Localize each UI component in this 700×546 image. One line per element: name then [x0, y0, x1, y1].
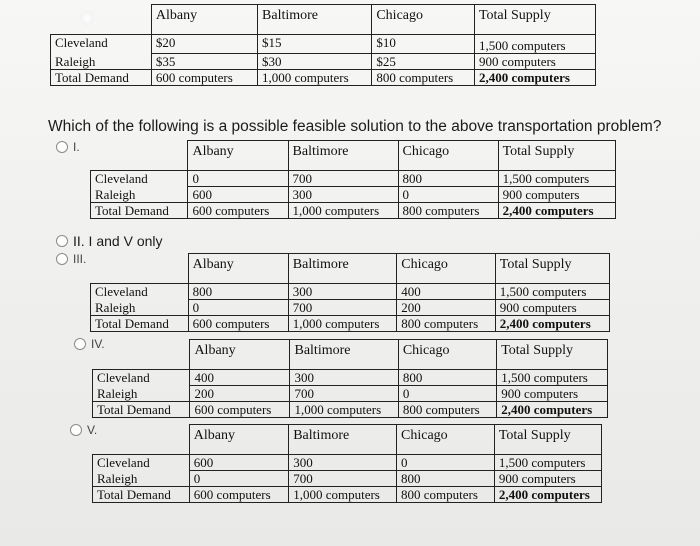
cell: 800 [188, 284, 288, 300]
cell: 900 computers [498, 187, 615, 203]
cell: 2,400 computers [474, 70, 595, 86]
cell: 800 computers [372, 70, 475, 86]
col-total-supply: Total Supply [497, 340, 608, 370]
table-row [93, 455, 602, 471]
cell: $15 [258, 35, 372, 54]
option-label: II. I and V only [73, 233, 163, 249]
cell: 0 [188, 300, 288, 316]
col-baltimore: Baltimore [290, 340, 398, 370]
cell: 300 [290, 370, 398, 386]
cell: 800 computers [398, 203, 498, 219]
cell: 0 [398, 386, 496, 402]
cell: 400 [397, 284, 496, 300]
col-total-supply: Total Supply [498, 141, 615, 171]
table-row [91, 203, 616, 219]
cell: 900 computers [495, 300, 609, 316]
option-v-table [92, 424, 602, 503]
option-iii-table [90, 253, 610, 332]
col-total-supply: Total Supply [495, 254, 609, 284]
cell: $35 [151, 54, 257, 70]
row-label: Cleveland [93, 370, 190, 386]
cell: 800 [397, 471, 495, 487]
cell: 200 [397, 300, 496, 316]
table-row [93, 402, 608, 418]
radio-button[interactable] [56, 141, 68, 153]
row-label: Raleigh [91, 300, 189, 316]
cell: 600 [188, 187, 288, 203]
row-label: Total Demand [93, 487, 190, 503]
cell: 1,000 computers [258, 70, 372, 86]
cell: 800 computers [397, 316, 496, 332]
option-label: V. [87, 423, 98, 437]
option-label: IV. [91, 337, 105, 351]
col-baltimore: Baltimore [289, 425, 397, 455]
table-row [93, 386, 608, 402]
cell: 600 computers [151, 70, 257, 86]
table-row [91, 171, 616, 187]
option-label: III. [73, 252, 87, 266]
cell: $30 [258, 54, 372, 70]
cell: 400 [190, 370, 290, 386]
cell: 300 [289, 455, 397, 471]
cell: 2,400 computers [498, 203, 615, 219]
col-albany: Albany [151, 5, 257, 35]
cell: 1,500 computers [494, 455, 601, 471]
cell: 600 computers [190, 402, 290, 418]
col-baltimore: Baltimore [258, 5, 372, 35]
radio-button[interactable] [70, 424, 82, 436]
row-label: Total Demand [91, 203, 188, 219]
row-label: Cleveland [51, 35, 152, 54]
cell: 1,500 computers [498, 171, 615, 187]
cell: 800 computers [397, 487, 495, 503]
cell: $20 [151, 35, 257, 54]
cell: 1,000 computers [288, 316, 396, 332]
col-baltimore: Baltimore [288, 141, 398, 171]
row-label: Total Demand [51, 70, 152, 86]
col-chicago: Chicago [397, 425, 495, 455]
table-row [51, 70, 596, 86]
row-label: Raleigh [93, 471, 190, 487]
option-label: I. [73, 140, 80, 154]
cell: 800 computers [398, 402, 496, 418]
cell: 600 computers [188, 203, 288, 219]
table-row [91, 187, 616, 203]
table-row [93, 471, 602, 487]
cell: 600 computers [188, 316, 288, 332]
row-label: Cleveland [91, 284, 189, 300]
cell: 1,000 computers [289, 487, 397, 503]
row-label: Total Demand [91, 316, 189, 332]
table-row [91, 284, 610, 300]
col-total-supply: Total Supply [474, 5, 595, 35]
row-label: Raleigh [91, 187, 188, 203]
row-label: Total Demand [93, 402, 190, 418]
cell: 1,000 computers [288, 203, 398, 219]
cell: 1,500 computers [495, 284, 609, 300]
cell: 0 [188, 171, 288, 187]
cell: 600 [189, 455, 288, 471]
cell: 700 [289, 471, 397, 487]
table-row [51, 35, 596, 54]
col-albany: Albany [190, 340, 290, 370]
cell: 300 [288, 187, 398, 203]
option-ii-radio[interactable] [56, 233, 163, 249]
row-label: Cleveland [91, 171, 188, 187]
table-row [93, 487, 602, 503]
col-albany: Albany [189, 425, 288, 455]
table-row [91, 300, 610, 316]
cell: 0 [398, 187, 498, 203]
cell: 900 computers [474, 54, 595, 70]
table-row [93, 370, 608, 386]
cell: 200 [190, 386, 290, 402]
table-row [51, 54, 596, 70]
cell: 2,400 computers [494, 487, 601, 503]
cell: 900 computers [494, 471, 601, 487]
row-label: Raleigh [51, 54, 152, 70]
cell: 800 [398, 370, 496, 386]
col-baltimore: Baltimore [288, 254, 396, 284]
cell: 300 [288, 284, 396, 300]
option-i-radio[interactable] [56, 140, 80, 154]
row-label: Raleigh [93, 386, 190, 402]
col-chicago: Chicago [372, 5, 475, 35]
cell: 2,400 computers [497, 402, 608, 418]
cell: 700 [290, 386, 398, 402]
question-text: Which of the following is a possible feasible solution to the above transportation problem? [48, 118, 662, 135]
radio-button[interactable] [74, 338, 86, 350]
cell: $10 [372, 35, 475, 54]
table-row [91, 316, 610, 332]
table-header-row [51, 5, 596, 35]
option-i-table [90, 140, 616, 219]
row-label: Cleveland [93, 455, 190, 471]
col-chicago: Chicago [398, 340, 496, 370]
cell: 1,500 computers [474, 35, 595, 54]
col-chicago: Chicago [398, 141, 498, 171]
cell: $25 [372, 54, 475, 70]
cell: 700 [288, 300, 396, 316]
col-albany: Albany [188, 254, 288, 284]
col-total-supply: Total Supply [494, 425, 601, 455]
cell: 800 [398, 171, 498, 187]
cell: 700 [288, 171, 398, 187]
cell: 2,400 computers [495, 316, 609, 332]
cost-table [50, 4, 596, 86]
cell: 900 computers [497, 386, 608, 402]
cell: 600 computers [189, 487, 288, 503]
col-albany: Albany [188, 141, 288, 171]
cell: 0 [189, 471, 288, 487]
radio-button[interactable] [56, 253, 68, 265]
col-chicago: Chicago [397, 254, 496, 284]
option-iv-table [92, 339, 608, 418]
cell: 1,500 computers [497, 370, 608, 386]
option-iii-radio[interactable] [56, 252, 86, 266]
cell: 0 [397, 455, 495, 471]
cell: 1,000 computers [290, 402, 398, 418]
radio-button[interactable] [56, 235, 68, 247]
